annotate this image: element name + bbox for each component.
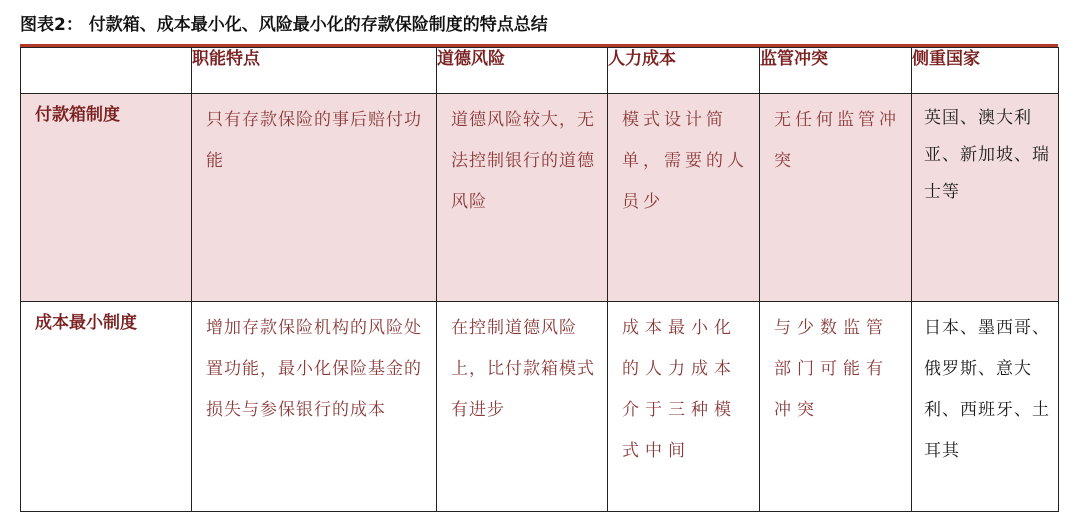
header-moral-hazard: 道德风险 [437,48,608,94]
table-row [21,302,1059,512]
row-label-cost-minimizer: 成本最小制度 [21,302,192,512]
table-header-row [21,48,1059,94]
cell-moral-hazard: 道德风险较大，无法控制银行的道德风险 [437,94,608,302]
cell-regulatory-conflict: 无任何监管冲突 [760,94,912,302]
header-corner-cell [21,48,192,94]
cell-function-features: 只有存款保险的事后赔付功能 [192,94,437,302]
header-labor-cost: 人力成本 [608,48,760,94]
cell-function-features: 增加存款保险机构的风险处置功能，最小化保险基金的损失与参保银行的成本 [192,302,437,512]
row-label-paybox: 付款箱制度 [21,94,192,302]
cell-focus-countries: 日本、墨西哥、俄罗斯、意大利、西班牙、土耳其 [912,302,1059,512]
cell-focus-countries: 英国、澳大利亚、新加坡、瑞士等 [912,94,1059,302]
figure-caption: 图表2： 付款箱、成本最小化、风险最小化的存款保险制度的特点总结 [20,15,548,35]
header-focus-countries: 侧重国家 [912,48,1059,94]
header-regulatory-conflict: 监管冲突 [760,48,912,94]
cell-labor-cost: 模式设计简单，需要的人员少 [608,94,760,302]
cell-regulatory-conflict: 与少数监管部门可能有冲突 [760,302,912,512]
comparison-table [20,47,1059,512]
cell-moral-hazard: 在控制道德风险上，比付款箱模式有进步 [437,302,608,512]
table-row [21,94,1059,302]
cell-labor-cost: 成本最小化的人力成本介于三种模式中间 [608,302,760,512]
header-function-features: 职能特点 [192,48,437,94]
